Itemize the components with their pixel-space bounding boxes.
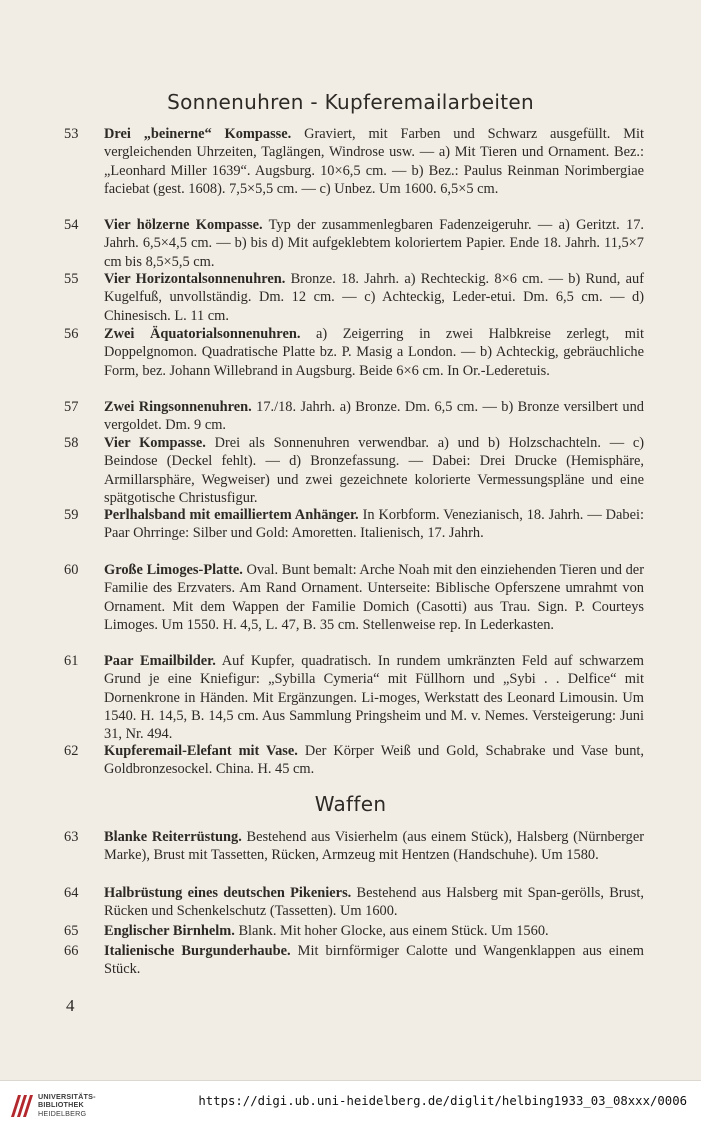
catalog-entry [64,325,644,380]
catalog-entry [64,125,644,198]
catalog-entry [64,742,644,779]
entry-number: 66 [64,943,79,959]
entry-text: Blank. Mit hoher Glocke, aus einem Stück. Um 1560. [234,923,549,939]
entry-number: 59 [64,507,79,523]
entry-heading: Kupferemail-Elefant mit Vase. [104,743,298,759]
entry-heading: Große Limoges-Platte. [104,562,243,578]
catalog-entry [64,922,644,940]
entry-text: Bestehend aus Halsberg mit Span-gerölls, Brust, Rücken und Schenkelschutz (Tassetten). Um 1600. [104,885,644,920]
entry-text: Bronze. 18. Jahrh. a) Rechteckig. 8×6 cm. — b) Rund, auf Kugelfuß, unvollständig. Dm. 12 cm. — c) Achteckig, Leder-etui. Dm. 6,5 cm. — d) Chinesisch. L. 11 cm. [104,271,644,324]
entry-heading: Vier Kompasse. [104,435,206,451]
entry-text: Mit birnförmiger Calotte und Wangenklappen aus einem Stück. [104,943,644,978]
entry-text: a) Zeigerring in zwei Halbkreise zerlegt, mit Doppelgnomon. Quadratische Platte bz. P. Masig a London. — b) Achteckig, gebräuchliche Form, bez. Johann Willebrand in Augsburg. Beide 6×6 cm. In Or.-Lederetuis. [104,326,644,379]
entry-heading: Vier hölzerne Kompasse. [104,217,263,233]
section-heading: Waffen [314,792,387,816]
entry-number: 58 [64,435,79,451]
entry-number: 61 [64,653,79,669]
entry-heading: Blanke Reiterrüstung. [104,829,242,845]
page-number: 4 [66,996,75,1015]
entry-heading: Drei „beinerne“ Kompasse. [104,126,292,142]
catalog-entry [64,434,644,507]
catalog-entry [64,652,644,743]
entry-heading: Italienische Burgunderhaube. [104,943,291,959]
entry-text: Der Körper Weiß und Gold, Schabrake und Vase bunt, Goldbronzesockel. China. H. 45 cm. [104,743,645,778]
entry-text: Graviert, mit Farben und Schwarz ausgefüllt. Mit vergleichenden Uhrzeiten, Taglängen, Windrose usw. — a) Mit Tieren und Ornament. Bez.: „Leonhard Miller 1639“. Augsburg. 10×6,5 cm. — b) Bez.: Paulus Reinman Norimbergiae faciebat (gest. 1608). 7,5×5,5 cm. — c) Unbez. Um 1600. 6,5×5 cm. [104,126,644,197]
catalog-entry [64,561,644,634]
entry-text: Drei als Sonnenuhren verwendbar. a) und b) Holzschachteln. — c) Beindose (Deckel fehlt). — d) Bronzefassung. — Dabei: Drei Drucke (Hemisphäre, Armillarsphäre, Wegweiser) und zwei gezeichnete kolorierte Vermessungspläne und eine spätgotische Christusfigur. [104,435,644,506]
catalog-entry [64,506,644,543]
entry-text: Typ der zusammenlegbaren Fadenzeigeruhr. — a) Geritzt. 17. Jahrh. 6,5×4,5 cm. — b) bis d) Mit aufgeklebtem koloriertem Papier. Ende 18. Jahrh. 11,5×7 cm bis 8,5×5,5 cm. [104,217,645,270]
entry-text: Auf Kupfer, quadratisch. In rundem umkränzten Feld auf schwarzem Grund je eine Kniefigur: „Sybilla Cymeria“ mit Füllhorn und „Sybi . . Delfice“ mit Dornenkrone in Händen. Mit Ergänzungen. Li-moges, Werkstatt des Leonard Limousin. Um 1540. H. 14,5, B. 14,5 cm. Aus Sammlung Pringsheim und M. v. Nemes. Versteigerung: Juni 31, Nr. 494. [104,653,644,743]
university-library-logo-icon [8,1091,34,1119]
entry-number: 55 [64,271,79,287]
catalog-entry [64,884,644,921]
catalog-entry [64,942,644,979]
entry-number: 64 [64,885,79,901]
entry-heading: Englischer Birnhelm. [104,923,235,939]
library-logo-text: UNIVERSITÄTS- BIBLIOTHEK HEIDELBERG [38,1092,96,1118]
entry-number: 54 [64,217,79,233]
entry-number: 53 [64,126,79,142]
entry-text: In Korbform. Venezianisch, 18. Jahrh. — Dabei: Paar Ohrringe: Silber und Gold: Amoretten. Italienisch, 17. Jahrh. [104,507,644,542]
catalog-entry [64,398,644,435]
entry-number: 63 [64,829,79,845]
viewer-footer [0,1080,701,1139]
entry-number: 60 [64,562,79,578]
source-url[interactable]: https://digi.ub.uni-heidelberg.de/diglit/helbing1933_03_08xxx/0006 [198,1094,687,1108]
entry-number: 65 [64,923,79,939]
entry-number: 57 [64,399,79,415]
entry-heading: Zwei Äquatorialsonnenuhren. [104,326,301,342]
entry-heading: Halbrüstung eines deutschen Pikeniers. [104,885,352,901]
page-heading: Sonnenuhren - Kupferemailarbeiten [167,90,534,114]
catalog-entry [64,828,644,865]
entry-heading: Paar Emailbilder. [104,653,216,669]
entry-text: Bestehend aus Visierhelm (aus einem Stück), Halsberg (Nürnberger Marke), Brust mit Tassetten, Rücken, Armzeug mit Hentzen (Handschuhe). Um 1580. [104,829,644,864]
entry-heading: Perlhalsband mit emailliertem Anhänger. [104,507,359,523]
entry-text: 17./18. Jahrh. a) Bronze. Dm. 6,5 cm. — b) Bronze versilbert und vergoldet. Dm. 9 cm. [104,399,644,434]
catalog-entry [64,270,644,325]
entry-heading: Vier Horizontalsonnenuhren. [104,271,286,287]
entry-number: 62 [64,743,79,759]
catalog-entry [64,216,644,271]
entry-number: 56 [64,326,79,342]
entry-text: Oval. Bunt bemalt: Arche Noah mit den einziehenden Tieren und der Familie des Erzvaters. Am Rand Ornament. Unterseite: Biblische Opferszene umrahmt von Ornament. Mit dem Wappen der Familie Domich (Casotti) aus Trau. Sign. P. Courteys Limoges. Um 1550. H. 4,5, L. 47, B. 35 cm. Stellenweise rep. In Lederkasten. [104,562,644,633]
entry-heading: Zwei Ringsonnenuhren. [104,399,252,415]
